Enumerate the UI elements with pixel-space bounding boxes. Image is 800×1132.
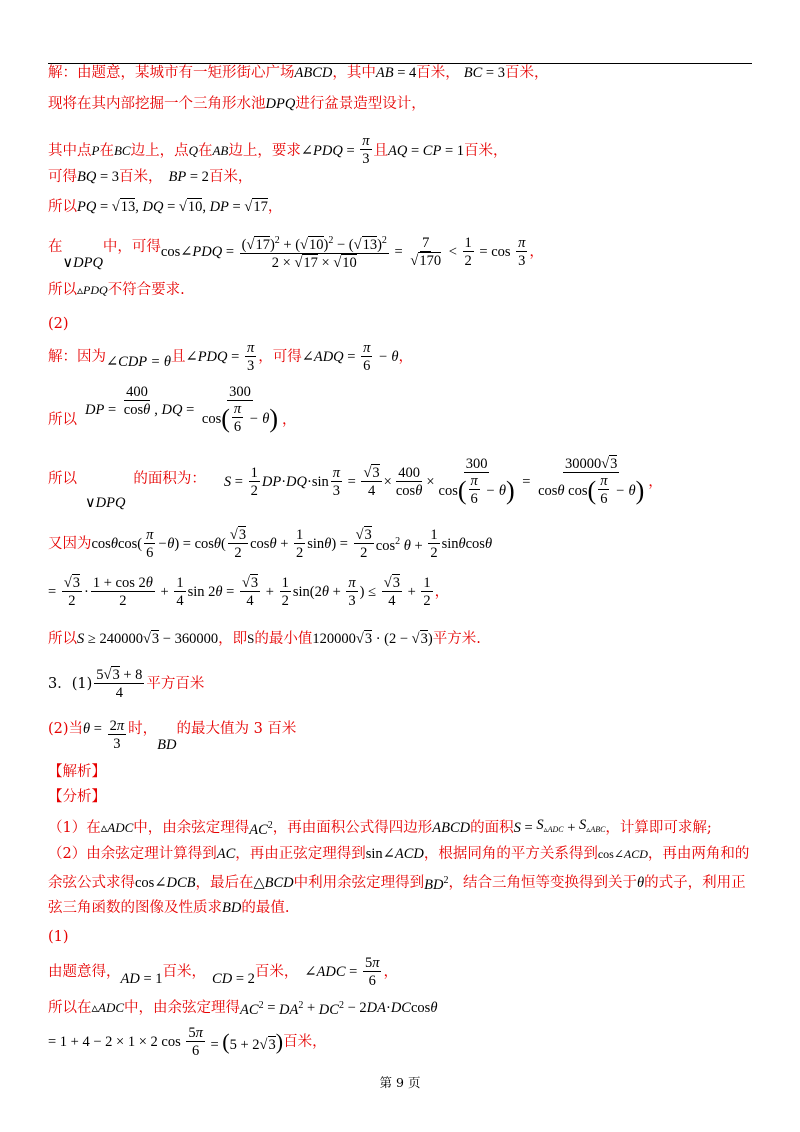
text: 百米， <box>464 142 508 159</box>
text: ，计算即可求解; <box>605 819 712 836</box>
math-dpq: DPQ <box>265 96 296 112</box>
text: 边上，要求 <box>228 142 301 159</box>
text: 百米， <box>208 169 253 185</box>
solution-line-3: 其中点 P 在 BC 边上，点 Q 在 AB 边上，要求 ∠PDQ = $\frac{\pi}{3}$ 且 AQ = CP = 1 百米， <box>48 133 508 167</box>
solution-line-5: 所以 PQ = √13, DQ = √10, DP = √17 ， <box>48 199 283 215</box>
text: (2) <box>48 316 69 332</box>
text: 余弦公式求得 <box>48 875 135 891</box>
detail-line-2: 所以在 ▵ADC 中，由余弦定理得 $AC^2$ = $DA^2$ + $DC^2$ − 2 DA · DC cos θ <box>48 1000 438 1018</box>
detail-line-3: = 1 + 4 − 2 × 1 × 2 cos $\frac{5\pi}{6}$ = (5 + 2√3) 百米， <box>48 1024 327 1059</box>
answer-3-1: 3．(1) $\frac{5√3 + 8}{4}$ 平方百米 <box>48 666 205 701</box>
text: 【解析】 <box>48 764 106 780</box>
text: 的式子，利用正 <box>644 875 746 891</box>
text: 的最小值 <box>254 631 313 647</box>
text: 可得 <box>48 169 77 185</box>
text: 百米， <box>504 65 549 81</box>
solution-line-1: 解：由题意，某城市有一矩形街心广场 ABCD ，其中 AB = 4 百米， BC = 3 百米， <box>48 65 549 81</box>
text: 所以 <box>48 412 77 428</box>
text: ，再由面积公式得四边形 <box>272 819 433 836</box>
solution-line-7: 所以 ▵PDQ 不符合要求. <box>48 282 185 298</box>
text: 百米， <box>416 65 460 81</box>
text: 【分析】 <box>48 789 106 805</box>
solution-line-13: = $\frac{√3}{2}$ · $\frac{1 + \cos 2\theta}{2}$ + $\frac{1}{4}$ sin 2θ = $\frac{√3}{4}$ + $\frac{1}{2}$ sin(2θ + $\frac{\pi}{3}$ ) ≤ $\frac{√3}{4}$ + $\frac{1}{2}$ ， <box>48 574 450 609</box>
text: 所以 <box>48 199 77 215</box>
page-number: 第 9 页 <box>379 1075 421 1090</box>
analysis-line-3: 余弦公式求得 cos ∠DCB ，最后在 △BCD 中利用余弦定理得到 $BD^2$ ，结合三角恒等变换得到关于 θ 的式子，利用正 <box>48 875 746 893</box>
text: 不符合要求. <box>107 282 185 298</box>
text: ，结合三角恒等变换得到关于 <box>448 875 637 891</box>
text: 且 <box>373 142 389 159</box>
text: 边上，点 <box>130 142 189 159</box>
text: 所以 <box>48 282 77 298</box>
text: 进行盆景造型设计， <box>295 96 426 112</box>
solution-line-11: 所以 ∨DPQ 的面积为： S = $\frac{1}{2}$ DP · DQ ·sin $\frac{\pi}{3}$ = $\frac{√3}{4}$ × $\frac{400}{\cos\theta}$ × 300 cos ( $\frac{\pi}{6}$ − θ ) = 30000√3 cos θ cos ( $\frac{\pi}{6}$ − θ ) ， <box>48 456 663 511</box>
solution-line-2 <box>48 95 426 113</box>
text: 百米， <box>119 169 163 185</box>
text: ，最后在 <box>195 875 254 891</box>
text: 在 <box>99 142 114 159</box>
analysis-heading <box>48 763 106 781</box>
text: （2）由余弦定理计算得到 <box>48 846 217 862</box>
text: ，其中 <box>332 65 376 81</box>
text: ，再由正弦定理得到 <box>235 846 366 862</box>
text: 弦三角函数的图像及性质求 <box>48 900 222 916</box>
analysis-line-1: （1）在 ▵ADC 中，由余弦定理得 $AC^2$ ，再由面积公式得四边形 ABCD 的面积 S = $S_{▵ADC}$ + $S_{▵ABC}$ ，计算即可求解; <box>48 817 712 838</box>
text: 3．(1) <box>48 676 93 692</box>
text: 平方百米 <box>146 676 205 692</box>
math-abcd: ABCD <box>294 65 333 81</box>
solution-line-6: 在 ∨DPQ 中，可得 cos ∠PDQ = $\frac{(√17)^2 + (√10)^2 - (√13)^2}{2 \times √17 \times √10}$ = $\frac{7}{√170}$ < $\frac{1}{2}$ = cos $\frac{\pi}{3}$ ， <box>48 234 544 271</box>
solution-line-10: 所以 DP = $\frac{400}{\cos\theta}$ , DQ = 300 cos ( $\frac{\pi}{6}$ − θ ) ， <box>48 383 297 435</box>
math-bc: BC <box>463 65 483 81</box>
text: 中，可得 <box>102 239 161 255</box>
text: 百米， <box>254 964 299 980</box>
text: 所以在 <box>48 1000 92 1016</box>
text: 的面积 <box>470 819 514 836</box>
text: ，即 <box>218 631 248 647</box>
text: 平方米. <box>432 631 481 647</box>
text: 百米， <box>283 1034 327 1050</box>
text: 解：因为 <box>48 349 106 365</box>
text: ，根据同角的平方关系得到 <box>423 846 598 862</box>
solution-line-14: 所以 S ≥ 240000√3 − 360000 ，即 S 的最小值 120000√3 · (2 − √3) 平方米. <box>48 631 481 647</box>
text: ，再由两角和的 <box>647 846 750 862</box>
fenxi-heading <box>48 788 106 806</box>
text: 又因为 <box>48 536 92 552</box>
text: (2)当 <box>48 721 84 737</box>
text: 且 <box>171 349 186 365</box>
text: 中利用余弦定理得到 <box>293 875 425 891</box>
solution-line-4: 可得 BQ = 3 百米， BP = 2 百米， <box>48 169 253 185</box>
text: 的最值. <box>241 900 290 916</box>
answer-3-2: (2)当 θ = $\frac{2\pi}{3}$ 时， BD 的最大值为 3 百米 <box>48 717 297 753</box>
part-2-label <box>48 315 69 333</box>
analysis-line-2: （2）由余弦定理计算得到 AC ，再由正弦定理得到 sin ∠ACD ，根据同角的平方关系得到 cos ∠ACD ，再由两角和的 <box>48 846 750 862</box>
text: 解：由题意，某城市有一矩形街心广场 <box>48 65 295 81</box>
text: 所以 <box>48 631 77 647</box>
text: 百米， <box>162 964 207 980</box>
text: 现将在其内部挖掘一个三角形水池 <box>48 96 266 112</box>
text: 在 <box>48 239 63 255</box>
solution-line-12: 又因为 cosθcos( $\frac{\pi}{6}$ −θ ) = cosθ( $\frac{√3}{2}$ cosθ + $\frac{1}{2}$ sinθ) = $\frac{√3}{2}$ $\cos^2 \theta$ + $\frac{1}{2}$ sinθcosθ <box>48 526 493 561</box>
solution-line-9: 解：因为 ∠CDP = θ 且 ∠PDQ = $\frac{\pi}{3}$ ，可得 ∠ADQ = $\frac{\pi}{6}$ − θ ， <box>48 339 414 374</box>
text: 中，由余弦定理得 <box>133 819 250 836</box>
text: 中，由余弦定理得 <box>124 1000 241 1016</box>
text: 的面积为： <box>133 471 206 487</box>
text: ，可得 <box>258 349 302 365</box>
text: 由题意得， <box>48 964 121 980</box>
text: (1) <box>48 929 69 945</box>
part-1-label <box>48 928 69 946</box>
detail-line-1: 由题意得， AD = 1 百米， CD = 2 百米， ∠ADC = $\frac{5\pi}{6}$ ， <box>48 954 398 989</box>
text: 的最大值为 3 百米 <box>176 721 297 737</box>
text: 其中点 <box>48 142 92 159</box>
text: ， <box>398 349 414 365</box>
math-ab: AB <box>375 65 394 81</box>
text: 在 <box>197 142 213 159</box>
text: （1）在 <box>48 819 101 836</box>
analysis-line-4: 弦三角函数的图像及性质求 BD 的最值. <box>48 900 290 916</box>
text: 所以 <box>48 471 77 487</box>
text: 时， <box>128 721 158 737</box>
